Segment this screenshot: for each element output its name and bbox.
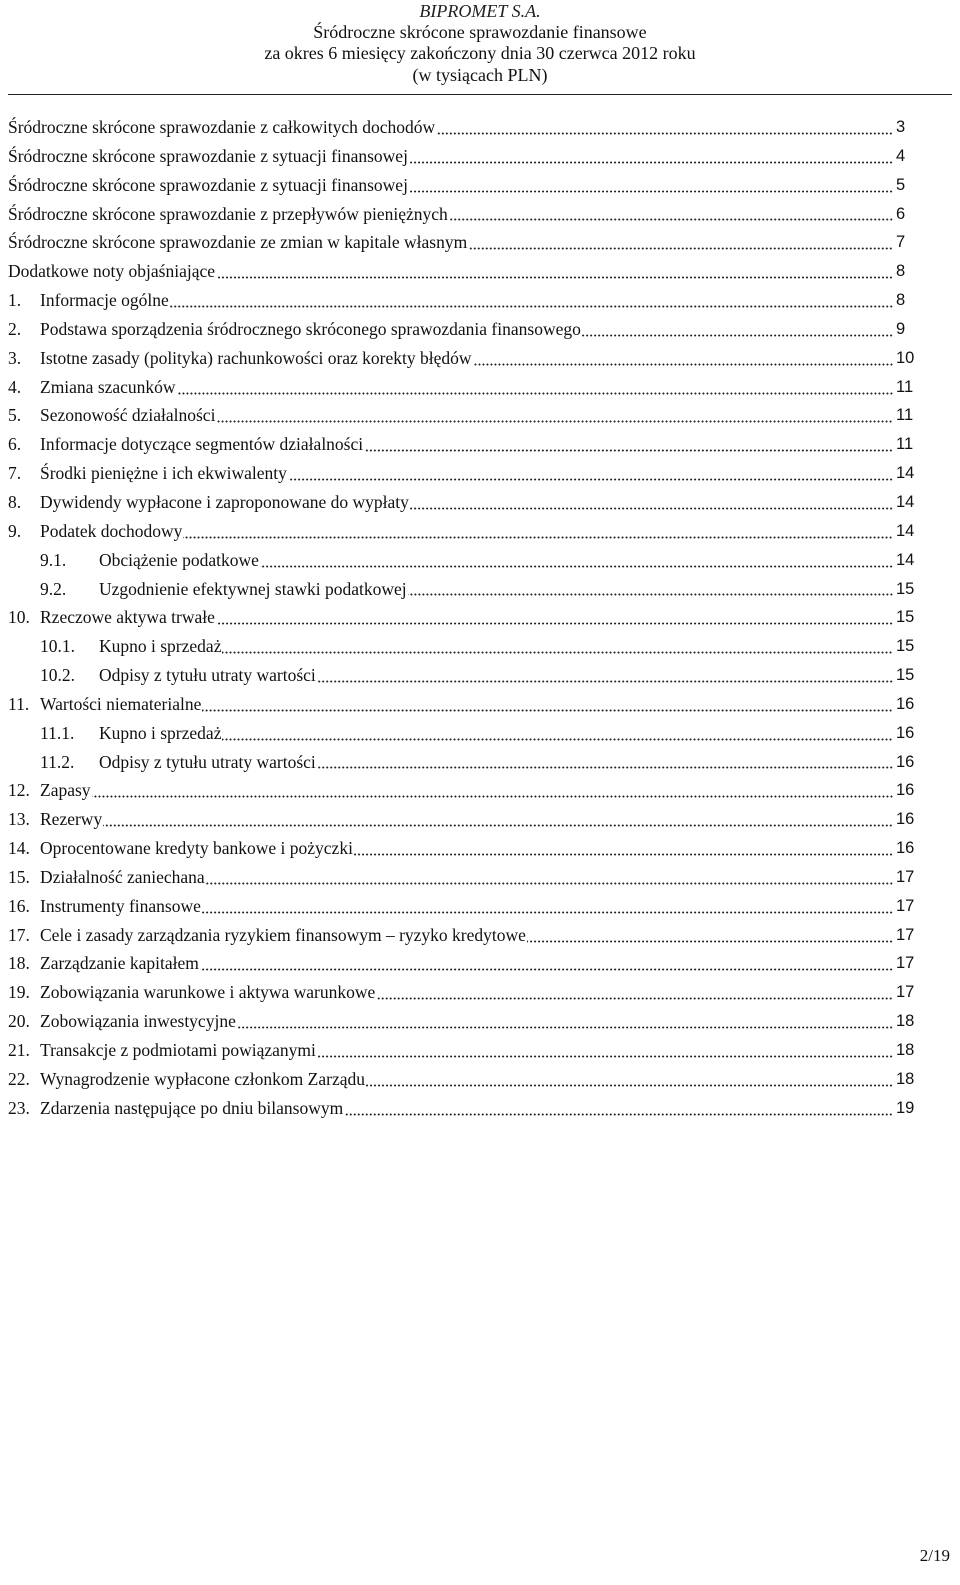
- toc-entry[interactable]: [0, 546, 960, 575]
- dot-leader: [177, 392, 893, 395]
- toc-entry-title: Śródroczne skrócone sprawozdanie z całkowitych dochodów: [8, 117, 436, 137]
- toc-entry-number: 12.: [8, 780, 30, 801]
- toc-entry[interactable]: [0, 430, 960, 459]
- toc-entry-title: Wynagrodzenie wypłacone członkom Zarządu: [40, 1068, 365, 1089]
- toc-entry-line: [8, 834, 894, 863]
- dot-leader: [183, 536, 893, 539]
- toc-entry-number: 8.: [8, 491, 22, 512]
- dot-leader: [364, 449, 893, 452]
- dot-leader: [170, 305, 893, 308]
- toc-entry[interactable]: [0, 834, 960, 863]
- toc-entry-number: 21.: [8, 1040, 30, 1060]
- toc-entry[interactable]: [0, 257, 960, 286]
- toc-entry-page-number: 16: [896, 839, 915, 858]
- toc-entry[interactable]: [0, 603, 960, 632]
- toc-entry-page-number: 8: [896, 262, 906, 281]
- toc-entry-line: [40, 748, 894, 777]
- dot-leader: [354, 853, 893, 856]
- toc-entry-title: Informacje ogólne: [40, 290, 169, 311]
- toc-entry-number: 19.: [8, 982, 30, 1003]
- company-name: BIPROMET S.A.: [419, 1, 541, 21]
- toc-entry-title: Zobowiązania inwestycyjne: [40, 1011, 236, 1032]
- dot-leader: [468, 247, 893, 250]
- toc-entry-page-number: 15: [896, 579, 915, 598]
- toc-entry-title: Odpisy z tytułu utraty wartości: [99, 665, 316, 686]
- toc-entry-title: Podstawa sporządzenia śródrocznego skróconego sprawozdania finansowego: [40, 318, 581, 339]
- toc-entry-title: Śródroczne skrócone sprawozdanie ze zmian w kapitale własnym: [8, 232, 468, 253]
- toc-entry-title: Zmiana szacunków: [40, 376, 176, 397]
- toc-entry-line: [8, 344, 894, 373]
- dot-leader: [449, 218, 893, 221]
- toc-entry[interactable]: [0, 488, 960, 517]
- header-divider: [8, 94, 952, 95]
- dot-leader: [317, 766, 893, 769]
- toc-entry-line: [8, 863, 894, 892]
- toc-entry-number: 14.: [8, 838, 30, 859]
- toc-entry-page-number: 7: [896, 233, 906, 252]
- toc-entry[interactable]: [0, 1007, 960, 1036]
- toc-entry-number: 10.1.: [40, 636, 75, 657]
- toc-entry-title: Informacje dotyczące segmentów działalności: [40, 434, 364, 455]
- dot-leader: [216, 622, 893, 625]
- toc-entry[interactable]: [0, 863, 960, 892]
- toc-entry-line: [8, 286, 894, 315]
- toc-entry[interactable]: [0, 373, 960, 402]
- dot-leader: [409, 190, 893, 193]
- toc-entry-number: 16.: [8, 895, 30, 916]
- toc-entry-page-number: 17: [896, 867, 915, 886]
- toc-entry-page-number: 16: [896, 781, 915, 800]
- toc-entry-page-number: 14: [896, 550, 915, 569]
- dot-leader: [410, 507, 893, 510]
- toc-entry[interactable]: [0, 344, 960, 373]
- toc-entry[interactable]: [0, 690, 960, 719]
- toc-entry-page-number: 10: [896, 348, 915, 367]
- dot-leader: [376, 997, 893, 1000]
- toc-entry-line: [8, 315, 894, 344]
- toc-entry-line: [8, 921, 894, 950]
- toc-entry-number: 9.: [8, 520, 22, 541]
- toc-entry-line: [8, 459, 894, 488]
- toc-entry-title: Obciążenie podatkowe: [99, 549, 259, 570]
- dot-leader: [222, 738, 893, 741]
- dot-leader: [527, 940, 893, 943]
- toc-entry-number: 4.: [8, 376, 22, 397]
- toc-entry-number: 9.2.: [40, 578, 67, 599]
- toc-entry-title: Dodatkowe noty objaśniające: [8, 261, 216, 282]
- toc-entry-line: [8, 228, 894, 257]
- toc-entry-page-number: 16: [896, 810, 915, 829]
- toc-entry-line: [40, 661, 894, 690]
- toc-entry-line: [40, 546, 894, 575]
- toc-entry-number: 2.: [8, 318, 22, 339]
- toc-entry-line: [8, 1094, 894, 1123]
- toc-entry-line: [8, 142, 894, 171]
- toc-entry-page-number: 18: [896, 1012, 915, 1031]
- toc-entry-title: Zdarzenia następujące po dniu bilansowym: [40, 1097, 344, 1118]
- toc-entry[interactable]: [0, 719, 960, 748]
- toc-entry-line: [8, 1036, 894, 1065]
- toc-entry-title: Zapasy: [40, 780, 91, 801]
- toc-entry-title: Podatek dochodowy: [40, 520, 183, 541]
- toc-entry-number: 11.: [8, 693, 30, 714]
- toc-entry-title: Istotne zasady (polityka) rachunkowości oraz korekty błędów: [40, 347, 472, 368]
- toc-entry-title: Rzeczowe aktywa trwałe: [40, 607, 215, 628]
- dot-leader: [103, 824, 893, 827]
- dot-leader: [366, 1084, 893, 1087]
- toc-entry-number: 11.2.: [40, 751, 75, 772]
- toc-entry-number: 17.: [8, 924, 30, 945]
- toc-entry-page-number: 17: [896, 896, 915, 915]
- toc-entry[interactable]: [0, 748, 960, 777]
- toc-entry-title: Transakcje z podmiotami powiązanymi: [40, 1040, 316, 1060]
- dot-leader: [344, 1113, 893, 1116]
- toc-entry-line: [8, 949, 894, 978]
- toc-entry-line: [8, 200, 894, 229]
- dot-leader: [473, 363, 893, 366]
- toc-entry-page-number: 11: [896, 406, 914, 425]
- toc-entry-title: Środki pieniężne i ich ekwiwalenty: [40, 463, 287, 484]
- toc-entry-page-number: 18: [896, 1069, 915, 1088]
- dot-leader: [202, 911, 893, 914]
- toc-entry-title: Cele i zasady zarządzania ryzykiem finansowym – ryzyko kredytowe: [40, 924, 526, 945]
- toc-entry[interactable]: [0, 978, 960, 1007]
- toc-entry-page-number: 14: [896, 464, 915, 483]
- toc-entry-page-number: 14: [896, 492, 915, 511]
- toc-entry[interactable]: [0, 113, 960, 142]
- toc-entry-page-number: 16: [896, 752, 915, 771]
- dot-leader: [436, 132, 893, 135]
- toc-entry-number: 11.1.: [40, 722, 75, 743]
- toc-entry-title: Uzgodnienie efektywnej stawki podatkowej: [99, 578, 407, 599]
- toc-entry[interactable]: [0, 1065, 960, 1094]
- toc-entry-line: [8, 892, 894, 921]
- toc-entry-number: 1.: [8, 290, 22, 311]
- toc-entry-title: Kupno i sprzedaż: [99, 636, 222, 657]
- dot-leader: [216, 276, 893, 279]
- toc-entry-number: 18.: [8, 953, 30, 974]
- toc-entry-line: [40, 575, 894, 604]
- toc-entry-line: [8, 488, 894, 517]
- toc-entry[interactable]: [0, 517, 960, 546]
- toc-entry-title: Sezonowość działalności: [40, 405, 216, 426]
- toc-entry[interactable]: [0, 171, 960, 200]
- toc-entry-line: [8, 171, 894, 200]
- toc-entry-title: Zobowiązania warunkowe i aktywa warunkowe: [40, 982, 376, 1003]
- toc-entry-number: 10.: [8, 607, 30, 628]
- dot-leader: [288, 478, 893, 481]
- toc-entry-page-number: 11: [896, 377, 914, 396]
- toc-entry-page-number: 17: [896, 983, 915, 1002]
- dot-leader: [222, 651, 893, 654]
- toc-entry-line: [8, 603, 894, 632]
- toc-entry-page-number: 15: [896, 666, 915, 685]
- toc-entry-number: 7.: [8, 463, 22, 484]
- toc-entry[interactable]: [0, 142, 960, 171]
- toc-entry-title: Odpisy z tytułu utraty wartości: [99, 751, 316, 772]
- toc-entry[interactable]: [0, 805, 960, 834]
- toc-entry[interactable]: [0, 661, 960, 690]
- toc-entry-title: Śródroczne skrócone sprawozdanie z przepływów pieniężnych: [8, 203, 448, 224]
- toc-entry-number: 20.: [8, 1011, 30, 1032]
- dot-leader: [317, 1055, 893, 1058]
- toc-entry-page-number: 15: [896, 637, 915, 656]
- toc-entry[interactable]: [0, 949, 960, 978]
- toc-entry-page-number: 17: [896, 954, 915, 973]
- toc-entry-line: [8, 978, 894, 1007]
- dot-leader: [200, 968, 893, 971]
- toc-entry[interactable]: [0, 228, 960, 257]
- toc-entry-number: 13.: [8, 809, 30, 830]
- toc-entry-title: Instrumenty finansowe: [40, 895, 201, 916]
- toc-entry[interactable]: [0, 315, 960, 344]
- toc-entry-line: [8, 517, 894, 546]
- toc-entry-line: [8, 113, 894, 142]
- toc-entry-number: 23.: [8, 1097, 30, 1118]
- dot-leader: [206, 882, 893, 885]
- toc-entry-page-number: 18: [896, 1041, 915, 1059]
- toc-entry-page-number: 14: [896, 521, 915, 540]
- toc-entry-page-number: 9: [896, 319, 906, 338]
- toc-entry-line: [8, 401, 894, 430]
- toc-entry[interactable]: [0, 200, 960, 229]
- document-header: [0, 0, 960, 95]
- dot-leader: [317, 680, 893, 683]
- toc-entry-page-number: 8: [896, 291, 906, 310]
- toc-entry-title: Oprocentowane kredyty bankowe i pożyczki: [40, 838, 353, 859]
- toc-entry-line: [8, 1007, 894, 1036]
- toc-entry-line: [8, 1065, 894, 1094]
- toc-entry-title: Wartości niematerialne: [40, 693, 202, 714]
- dot-leader: [216, 420, 893, 423]
- toc-entry-title: Kupno i sprzedaż: [99, 722, 222, 743]
- toc-entry-page-number: 3: [896, 118, 906, 136]
- toc-entry-line: [8, 690, 894, 719]
- toc-entry-number: 6.: [8, 434, 22, 455]
- toc-entry-page-number: 15: [896, 608, 915, 627]
- toc-entry-page-number: 16: [896, 723, 915, 742]
- currency-units: (w tysiącach PLN): [412, 65, 548, 85]
- toc-entry-line: [8, 776, 894, 805]
- toc-entry-page-number: 19: [896, 1098, 915, 1117]
- toc-entry[interactable]: [0, 459, 960, 488]
- toc-entry[interactable]: [0, 1094, 960, 1123]
- dot-leader: [408, 593, 893, 596]
- toc-entry-number: 5.: [8, 405, 22, 426]
- toc-entry[interactable]: [0, 921, 960, 950]
- toc-entry-number: 9.1.: [40, 549, 67, 570]
- toc-entry-number: 3.: [8, 347, 22, 368]
- toc-entry-page-number: 16: [896, 694, 915, 713]
- toc-entry[interactable]: [0, 575, 960, 604]
- toc-entry-line: [8, 373, 894, 402]
- toc-entry-page-number: 11: [896, 435, 914, 454]
- toc-entry[interactable]: [0, 776, 960, 805]
- toc-entry-title: Dywidendy wypłacone i zaproponowane do wypłaty: [40, 491, 409, 512]
- toc-entry[interactable]: [0, 632, 960, 661]
- toc-entry-line: [40, 719, 894, 748]
- dot-leader: [582, 334, 893, 337]
- page-counter: 2/19: [919, 1546, 950, 1565]
- toc-entry-page-number: 17: [896, 925, 915, 944]
- toc-entry-title: Śródroczne skrócone sprawozdanie z sytuacji finansowej: [8, 174, 408, 195]
- toc-entry-page-number: 4: [896, 146, 906, 165]
- toc-entry-line: [8, 805, 894, 834]
- toc-entry-number: 15.: [8, 866, 30, 887]
- toc-entry[interactable]: [0, 286, 960, 315]
- dot-leader: [409, 161, 893, 164]
- toc-entry-line: [8, 257, 894, 286]
- toc-entry-line: [8, 430, 894, 459]
- dot-leader: [92, 795, 893, 798]
- toc-entry-title: Zarządzanie kapitałem: [40, 953, 199, 974]
- toc-entry-title: Działalność zaniechana: [40, 866, 205, 887]
- table-of-contents: [0, 113, 960, 1123]
- reporting-period: za okres 6 miesięcy zakończony dnia 30 czerwca 2012 roku: [264, 43, 696, 63]
- toc-entry[interactable]: [0, 892, 960, 921]
- toc-entry-title: Rezerwy: [40, 809, 103, 830]
- document-title: Śródroczne skrócone sprawozdanie finansowe: [313, 22, 647, 42]
- toc-entry-page-number: 6: [896, 204, 906, 223]
- toc-entry-line: [40, 632, 894, 661]
- dot-leader: [260, 565, 893, 568]
- toc-entry-number: 10.2.: [40, 665, 75, 686]
- toc-entry-number: 22.: [8, 1068, 30, 1089]
- toc-entry-title: Śródroczne skrócone sprawozdanie z sytuacji finansowej: [8, 145, 408, 166]
- toc-entry[interactable]: [0, 401, 960, 430]
- toc-entry-page-number: 5: [896, 175, 906, 194]
- toc-entry[interactable]: [0, 1036, 960, 1065]
- dot-leader: [202, 709, 893, 712]
- dot-leader: [237, 1026, 893, 1029]
